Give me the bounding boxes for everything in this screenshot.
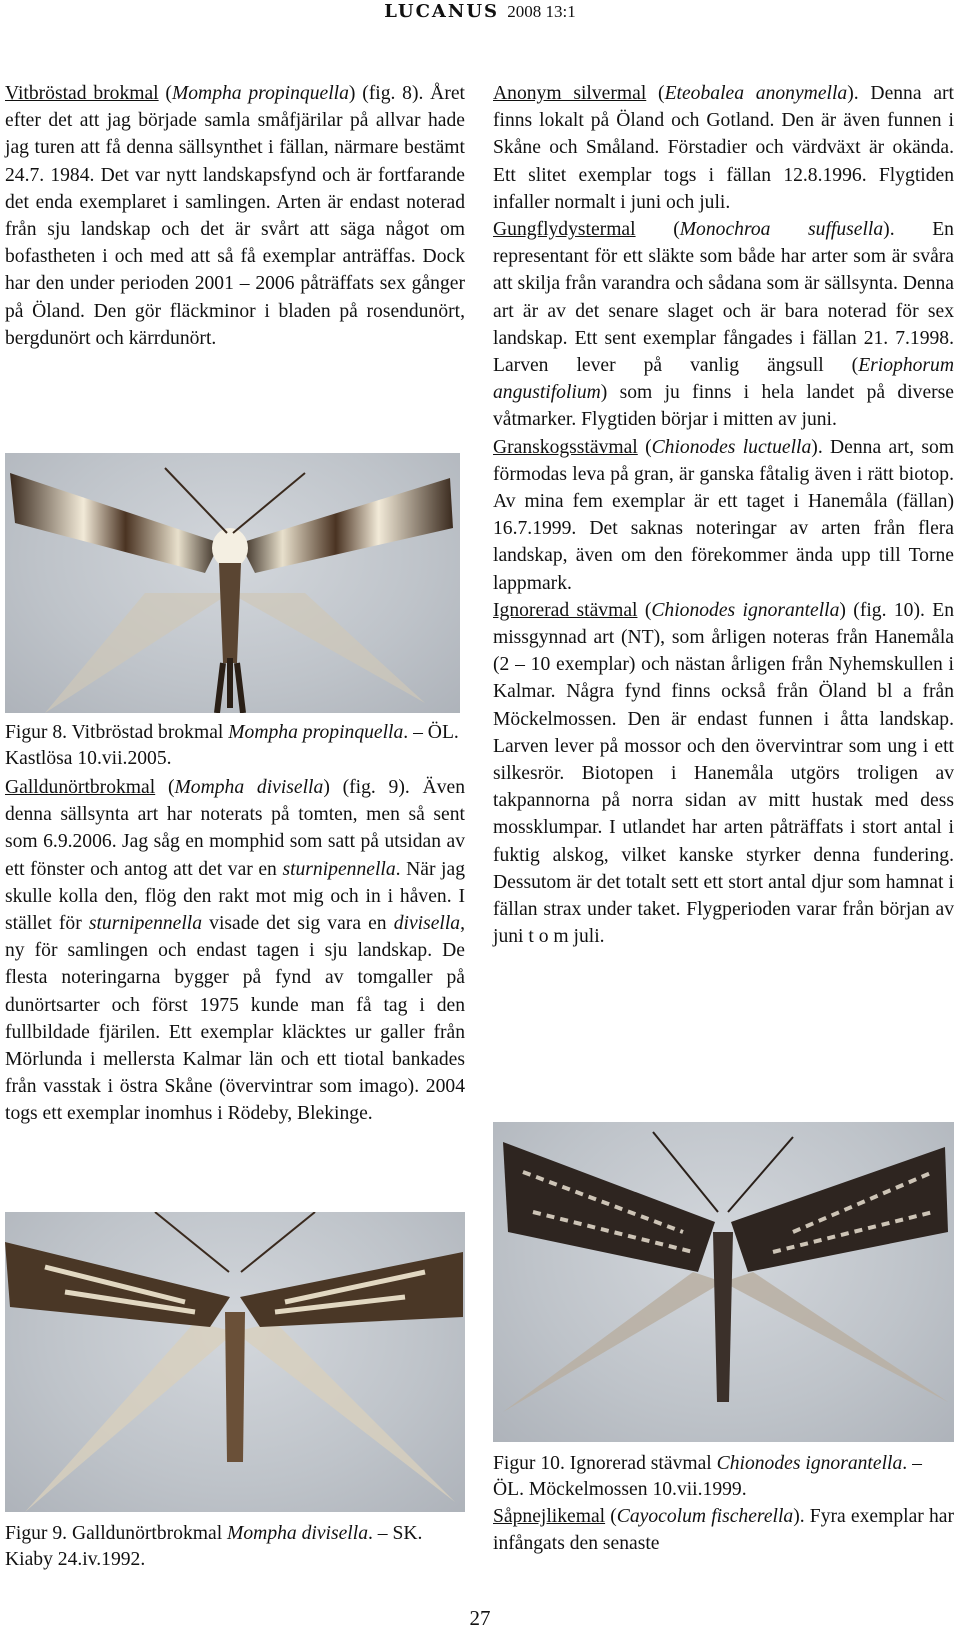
- right-column-bottom-text: [493, 1503, 954, 1557]
- species-name: Chionodes ignorantella: [651, 599, 840, 621]
- species-heading: Gungflydystermal: [493, 219, 636, 241]
- paragraph: [493, 434, 954, 597]
- body-text: (: [605, 1506, 617, 1527]
- caption-locality: . – SK. Kiaby 24.iv.1992.: [5, 1523, 423, 1570]
- caption-species: Mompha propinquella: [228, 722, 404, 743]
- left-column-top-text: [5, 80, 465, 352]
- body-text: . När jag skulle kolla den, flög den rakt mot mig och in i håven. I stället för: [5, 858, 465, 935]
- species-heading: Ignorerad stävmal: [493, 599, 638, 621]
- figure-8-photo: [5, 453, 460, 713]
- body-text: ). En representant för ett släkte som både har arter som är svåra att skilja från varandra och sådana som är sällsynta. Denna art är av det senare slaget och är bara noterad för sex landskap. Ett sent exemplar fångades i fällan 21. 7.1998. Larven lever på vanlig ängsull (: [493, 219, 954, 377]
- paragraph: [493, 597, 954, 951]
- species-name: Eteobalea anonymella: [664, 83, 848, 104]
- journal-issue: 2008 13:1: [507, 2, 576, 21]
- species-heading: Såpnejlikemal: [493, 1506, 606, 1527]
- paragraph: [493, 1503, 954, 1557]
- body-text: (: [155, 777, 175, 798]
- running-header: [0, 2, 960, 22]
- caption-species: Mompha divisella: [227, 1523, 368, 1544]
- figure-10-photo: [493, 1122, 954, 1442]
- species-name: sturnipennella: [282, 858, 396, 880]
- caption-locality: . – ÖL. Möckelmossen 10.vii.1999.: [493, 1453, 922, 1500]
- body-text: , ny för samlingen och endast tagen i sju landskap. De flesta noteringarna bygger på fynd av tomgaller på dunörtsarter och först 1975 kunde man få tag i den fullbildade fjärilen. Ett exemplar kläcktes ur galler från Mörlunda i mellersta Kalmar län och ett tiotal bankades från vasstak i östra Skåne (övervintrar som imago). 2004 togs ett exemplar inomhus i Rödeby, Blekinge.: [5, 913, 465, 1125]
- species-heading: Granskogsstävmal: [493, 436, 638, 458]
- species-name: Mompha propinquella: [171, 83, 349, 104]
- paragraph: [493, 80, 954, 216]
- body-text: (: [635, 219, 680, 241]
- paragraph: [5, 80, 465, 352]
- species-name: Cayocolum fischerella: [616, 1506, 794, 1527]
- body-text: ). Fyra exemplar har infångats den senaste: [493, 1506, 954, 1555]
- paragraph: [5, 774, 465, 1128]
- species-heading: Galldunörtbrokmal: [5, 777, 156, 798]
- caption-text: Figur 9. Galldunörtbrokmal: [5, 1523, 228, 1544]
- caption-text: Figur 8. Vitbröstad brokmal: [5, 722, 229, 743]
- species-name: Mompha divisella: [174, 777, 324, 798]
- species-name: sturnipennella: [88, 913, 203, 935]
- species-name: divisella: [393, 913, 461, 935]
- figure-10-caption: [493, 1451, 954, 1503]
- paragraph: [493, 216, 954, 434]
- body-text: ). Denna art finns lokalt på Öland och Gotland. Den är även funnen i Skåne och Småland. Förstadier och värdväxt är okända. Ett slitet exemplar togs i fällan 12.8.1996. Flygtiden infaller normalt i juni och juli.: [493, 83, 954, 213]
- body-text: (: [637, 599, 652, 621]
- species-name: Chionodes luctuella: [651, 436, 812, 458]
- body-text: (: [637, 436, 652, 458]
- body-text: ). Denna art, som förmodas leva på gran, är ganska fåtalig även i rätt biotop. Av mina fem exemplar är ett taget i Hanemåla (fällan) 16.7.1999. Det saknas noteringar av arten från flera landskap, även om den förekommer ända upp till Torne lappmark.: [493, 436, 954, 594]
- journal-name: LUCANUS: [384, 1, 500, 22]
- body-text: ) (fig. 9). Även denna sällsynta art har noterats på tomten, men så sent som 6.9.2006. Jag såg en momphid som satt på utsidan av ett fönster och antog att det var en: [5, 777, 465, 880]
- page-number: 27: [469, 1606, 491, 1630]
- figure-8-caption: [5, 720, 465, 772]
- moth-image: [493, 1122, 954, 1442]
- body-text: (: [646, 83, 665, 104]
- right-column-text: [493, 80, 954, 951]
- species-name: Monochroa suffusella: [679, 219, 884, 241]
- body-text: (: [158, 83, 172, 104]
- body-text: visade det sig vara en: [202, 913, 394, 935]
- caption-text: Figur 10. Ignorerad stävmal: [493, 1453, 717, 1474]
- caption-species: Chionodes ignorantella: [716, 1453, 903, 1474]
- species-name: Eriophorum angustifolium: [493, 355, 954, 404]
- figure-9-photo: [5, 1212, 465, 1512]
- body-text: ) (fig. 10). En missgynnad art (NT), som årligen noteras från Hanemåla (2 – 10 exemplar) och nästan årligen från Nyhemskullen i Kalmar. Några fynd finns också från Öland bl a från Möckelmossen. Den är endast funnen i åtta landskap. Larven lever på mossor och den övervintrar som ung i ett silkesrör. Biotopen i Hanemåla utgörs troligen av takpannorna på norra sidan av mitt hustak med dess mossklumpar. I utlandet har arten påträffats i stort antal i fuktig alskog, vilket kanske styrker denna fundering. Dessutom är det totalt sett ett stort antal djur som hamnat i fällan strax under taket. Flygperioden varar från början av juni t o m juli.: [493, 599, 954, 948]
- body-text: ) (fig. 8). Året efter det att jag började samla småfjärilar på allvar hade jag turen att få denna sällsynthet i fällan, närmare bestämt 24.7. 1984. Det var nytt landskapsfynd och är fortfarande det enda exemplaret i samlingen. Arten är endast noterad från sju landskap och det är svårt att säga något om bofastheten i och med att så få exemplar anträffas. Dock har den under perioden 2001 – 2006 påträffats sex gånger på Öland. Den gör fläckminor i bladen på rosendunört, bergdunört och kärrdunört.: [5, 83, 465, 349]
- species-heading: Vitbröstad brokmal: [5, 83, 159, 104]
- body-text: ) som ju finns i hela landet på diverse våtmarker. Flygtiden börjar i mitten av juni.: [493, 382, 954, 431]
- species-heading: Anonym silvermal: [493, 83, 647, 104]
- figure-9-caption: [5, 1521, 465, 1573]
- moth-image: [5, 1212, 465, 1512]
- caption-locality: . – ÖL. Kastlösa 10.vii.2005.: [5, 722, 459, 769]
- moth-image: [5, 453, 460, 713]
- left-column-mid-text: [5, 774, 465, 1128]
